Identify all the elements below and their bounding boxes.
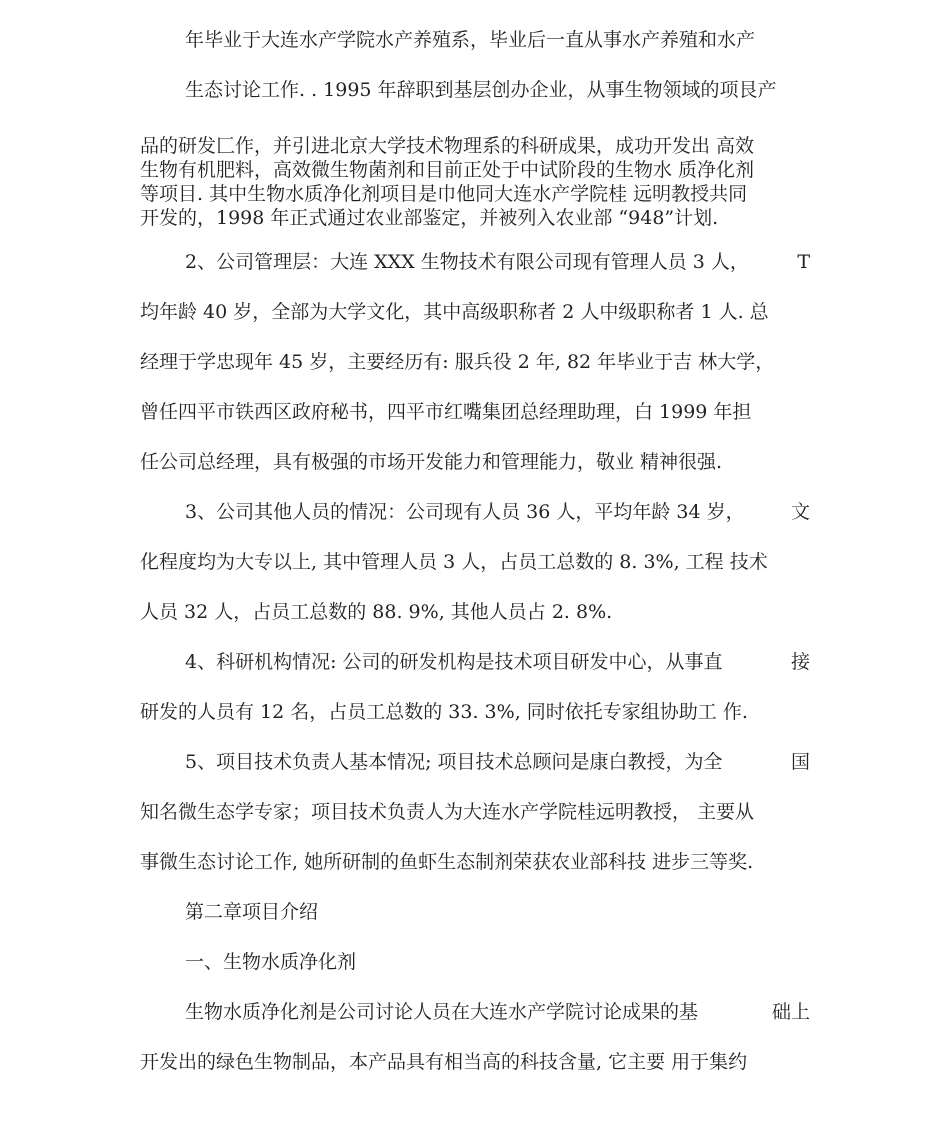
text-line [185,750,810,774]
text-segment: 接 [790,651,810,673]
text-segment: 础上 [771,1001,810,1023]
text-line: 开发的，1998 年正式通过农业部鉴定，并被列入农业部 “948”计划. [140,207,719,229]
text-segment: 生物水质净化剂是公司讨论人员在大连水产学院讨论成果的基 [185,1001,699,1023]
text-line: 经理于学忠现年 45 岁，主要经历有: 服兵役 2 年, 82 年毕业于吉 林大学， [140,351,775,373]
text-line: 任公司总经理，具有极强的市场开发能力和管理能力，敬业 精神很强. [140,451,723,473]
text-line: 生态讨论工作. . 1995 年辞职到基层创办企业，从事生物领域的项艮产 [185,79,777,101]
text-segment: 国 [790,751,810,773]
text-line: 开发出的绿色生物制品，本产品具有相当高的科技含量, 它主要 用于集约 [140,1051,748,1073]
text-line: 化程度均为大专以上, 其中管理人员 3 人，占员工总数的 8. 3%, 工程 技术 [140,551,768,573]
text-line [185,500,810,524]
text-segment: T [797,251,810,273]
text-line: 研发的人员有 12 名，占员工总数的 33. 3%, 同时依托专家组协助工 作. [140,701,748,723]
text-line: 品的研发匚作，并引进北京大学技术物理系的科研成果，成功开发出 高效 [140,135,755,157]
section-heading: 一、生物水质净化剂 [185,951,357,973]
text-segment: 4、科研机构情况: 公司的研发机构是技术项目研发中心，从事直 [185,651,723,673]
text-segment: 文 [790,501,810,523]
text-line: 人员 32 人，占员工总数的 88. 9%, 其他人员占 2. 8%. [140,601,613,623]
text-line: 知名微生态学专家；项目技术负责人为大连水产学院桂远明教授， 主要从 [140,801,755,823]
text-line [185,1000,810,1024]
text-segment: 3、公司其他人员的情况：公司现有人员 36 人，平均年龄 34 岁， [185,501,745,523]
text-line [185,250,810,274]
chapter-heading: 第二章项目介绍 [185,901,319,923]
text-line: 等项目. 其中生物水质净化剂项目是巾他同大连水产学院桂 远明教授共同 [140,183,748,205]
text-line [185,650,810,674]
text-line: 年毕业于大连水产学院水产养殖系，毕业后一直从事水产养殖和水产 [185,29,756,51]
text-line: 均年龄 40 岁，全部为大学文化，其中高级职称者 2 人中级职称者 1 人. 总 [140,301,769,323]
text-line: 生物有机肥料，高效微生物菌剂和目前正处于中试阶段的生物水 质净化剂 [140,159,755,181]
text-segment: 5、项目技术负责人基本情况; 项目技术总顾问是康白教授，为全 [185,751,723,773]
text-line: 事微生态讨论工作, 她所研制的鱼虾生态制剂荣获农业部科技 进步三等奖. [140,851,754,873]
text-segment: 2、公司管理层：大连 XXX 生物技术有限公司现有管理人员 3 人， [185,251,749,273]
text-line: 曾任四平市铁西区政府秘书，四平市红嘴集团总经理助理，白 1999 年担 [140,401,752,423]
